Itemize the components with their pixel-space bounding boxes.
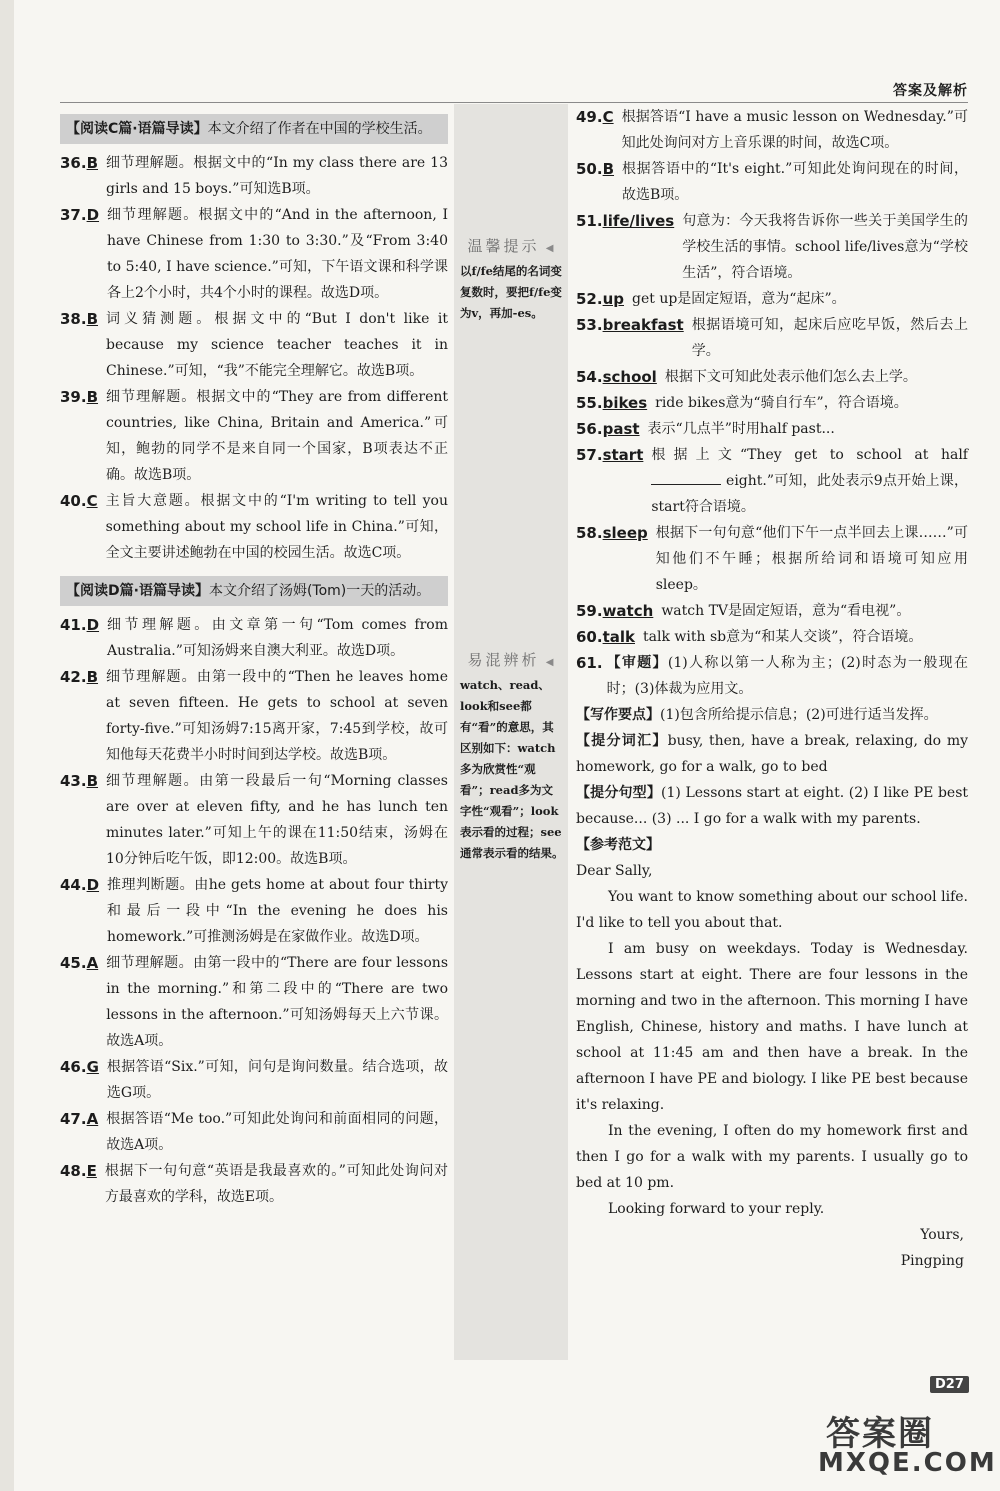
letter-paragraph-1: You want to know something about our school life. I'd like to tell you about that. [576,889,968,931]
question-number: 42. [60,668,87,686]
answer-item [60,1054,448,1106]
vocab-text: busy, then, have a break, relaxing, do my homework, go for a walk, go to bed [576,733,968,775]
guide-d-text: 本文介绍了汤姆(Tom)一天的活动。 [208,583,431,599]
answer-item [576,156,968,208]
answer-explanation: 根据答语“Six.”可知，问句是询问数量。结合选项，故选G项。 [106,1059,448,1101]
answer-explanation: 根据答语中的“It's eight.”可知此处询问现在的时间，故选B项。 [622,161,968,203]
tip-confusable-head: 易混辨析 ◀ [460,650,564,673]
question-number: 38. [60,310,87,328]
watermark-url: MXQE.COM [818,1448,997,1478]
answer-key: B [86,154,99,172]
letter-closing: Yours, [920,1227,964,1243]
answer-key: D [86,616,100,634]
model-letter [576,858,968,1274]
answer-explanation: 根据下文可知此处表示他们怎么去上学。 [664,369,917,385]
answer-explanation: 主旨大意题。根据文中的“I'm writing to tell you something about my school life in China.”可知，全文主要讲述鲍勃在中国的校园生活。故选C项。 [105,493,448,561]
answer-key: D [86,206,100,224]
question-number: 45. [60,954,87,972]
letter-signature: Pingping [900,1253,964,1269]
answer-key: E [86,1162,97,1180]
answer-number [60,488,106,566]
answer-explanation: 句意为：今天我将告诉你一些关于美国学生的学校生活的事情。school life/lives意为“学校生活”，符合语境。 [682,213,968,281]
items-d-list [60,612,448,1210]
answer-item [576,390,968,416]
question-number: 36. [60,154,87,172]
answer-key: bikes [602,394,648,412]
answer-item [60,202,448,306]
answer-explanation: 细节理解题。由文章第一句“Tom comes from Australia.”可知汤姆来自澳大利亚。故选D项。 [107,617,448,659]
answer-key: B [86,388,99,406]
answer-key: start [602,446,644,464]
header-rule [60,102,968,103]
answer-number [576,156,622,208]
answer-explanation: 细节理解题。由第一段中的“Then he leaves home at seven fifteen. He gets to school at seven forty-five.”可知汤姆7:15离开家，7:45到学校，故可知他每天花费半小时时间到达学校。故选B项。 [106,669,448,763]
answer-key: C [602,108,614,126]
letter-paragraph-4: Looking forward to your reply. [608,1201,825,1217]
answer-number [60,612,107,664]
vocab-block [576,728,968,780]
answer-explanation: 表示“几点半”时用half past... [647,421,835,437]
xiezuo-text: (1)包含所给提示信息；(2)可进行适当发挥。 [660,707,938,723]
answer-explanation: 根据语境可知，起床后应吃早饭，然后去上学。 [691,317,968,359]
shenti-text: (1)人称以第一人称为主；(2)时态为一般现在时；(3)体裁为应用文。 [606,655,969,697]
question-number: 43. [60,772,87,790]
answer-item [60,150,448,202]
answer-number: 61. [576,654,603,672]
answer-item [60,1158,448,1210]
answer-explanation: 推理判断题。由he gets home at about four thirty和最后一段中“In the evening he does his homework.”可推测汤姆是在家做作业。故选D项。 [107,877,448,945]
answer-explanation: 根据下一句句意“英语是我最喜欢的。”可知此处询问对方最喜欢的学科，故选E项。 [104,1163,448,1205]
answer-number [576,624,643,650]
answer-item [60,306,448,384]
answer-number [576,364,665,390]
answer-explanation: 根据答语“Me too.”可知此处询问和前面相同的问题，故选A项。 [106,1111,448,1153]
tip-plural-text: 以f/fe结尾的名词变复数时，要把f/fe变为v，再加-es。 [460,264,562,320]
explanation-part-a: 根据上文“They get to school at half [651,447,968,463]
answer-item [60,384,448,488]
answer-key: school [602,368,657,386]
tip-confusable [460,650,564,864]
answer-key: B [602,160,615,178]
tip-plural [460,236,564,324]
answer-item [576,416,968,442]
answer-number [60,384,106,488]
question-number: 44. [60,876,87,894]
answer-explanation [651,442,968,520]
sentence-text: (1) Lessons start at eight. (2) I like PE best because... (3) ... I go for a walk with my parents. [576,785,969,827]
question-number: 49. [576,108,603,126]
answer-explanation: talk with sb意为“和某人交谈”，符合语境。 [643,629,923,645]
guide-c-label: 【阅读C篇·语篇导读】 [66,121,208,137]
answer-item [60,612,448,664]
answer-key: A [86,954,99,972]
right-column [576,104,968,1274]
answer-explanation: 细节理解题。根据文中的“They are from different countries, like China, Britain and America.”可知，鲍勃的同学不是来自同一个国家，B项表达不正确。故选B项。 [106,389,448,483]
answer-number [60,202,107,306]
answer-explanation: 细节理解题。由第一段最后一句“Morning classes are over at eleven fifty, and he has lunch ten minutes later.”可知上午的课在11:50结束，汤姆在10分钟后吃午饭，即12:00。故选B项。 [106,773,448,867]
guide-d [60,576,448,606]
question-number: 54. [576,368,603,386]
answer-item [576,598,968,624]
answer-key: G [86,1058,99,1076]
question-number: 46. [60,1058,87,1076]
tip-confusable-text: watch、read、look和see都有“看”的意思，其区别如下：watch多为欣赏性“观看”；read多为文字性“观看”；look表示看的过程；see通常表示看的结果。 [460,678,564,860]
answer-item [576,364,968,390]
answer-number [576,286,632,312]
left-column [60,110,448,1210]
answer-key: life/lives [602,212,675,230]
answer-key: past [602,420,640,438]
question-number: 37. [60,206,87,224]
answer-explanation: 根据答语“I have a music lesson on Wednesday.”可知此处询问对方上音乐课的时间，故选C项。 [621,109,968,151]
answer-explanation: watch TV是固定短语，意为“看电视”。 [661,603,911,619]
question-number: 57. [576,446,603,464]
answer-number [576,104,622,156]
answer-item [576,286,968,312]
letter-paragraph-2: I am busy on weekdays. Today is Wednesday. Lessons start at eight. There are four lessons in the morning and two in the afternoon. This morning I have English, Chinese, history and maths. I have lunch at school at 11:45 am and then have a break. In the afternoon I have PE and biology. I like PE best because it's relaxing. [576,941,968,1113]
shenti-label: 【审题】 [606,655,668,671]
answer-explanation: 细节理解题。根据文中的“In my class there are 13 girls and 15 boys.”可知选B项。 [106,155,448,197]
answer-explanation: ride bikes意为“骑自行车”，符合语境。 [655,395,908,411]
answer-number [576,208,682,286]
xiezuo-block [576,702,968,728]
guide-c-text: 本文介绍了作者在中国的学校生活。 [207,121,432,137]
answer-item-61 [576,650,968,702]
answer-item [576,624,968,650]
answer-key: sleep [602,524,648,542]
answer-number [576,390,655,416]
answer-number [576,598,661,624]
answer-61-body [607,650,968,702]
explanation-part-b: eight.”可知，此处表示9点开始上课，start符合语境。 [651,473,968,515]
answer-key: up [602,290,624,308]
answer-key: watch [602,602,654,620]
answer-number [576,520,656,598]
letter-paragraph-3: In the evening, I often do my homework first and then I go for a walk with my parents. I usually go to bed at 10 pm. [576,1123,968,1191]
answer-item [60,664,448,768]
question-number: 51. [576,212,603,230]
question-number: 39. [60,388,87,406]
answer-number [576,416,648,442]
question-number: 40. [60,492,87,510]
watermark-logo: 答案圈 [826,1414,934,1454]
margin-column [454,104,568,1360]
guide-c [60,114,448,144]
answer-item [60,488,448,566]
answer-explanation: get up是固定短语，意为“起床”。 [632,291,846,307]
answer-explanation: 细节理解题。由第一段中的“There are four lessons in the morning.”和第二段中的“There are two lessons in the afternoon.”可知汤姆每天上六节课。故选A项。 [106,955,448,1049]
answer-key: breakfast [602,316,684,334]
answer-item [60,1106,448,1158]
page-edge [0,0,14,1491]
answer-key: D [86,876,100,894]
question-number: 59. [576,602,603,620]
question-number: 58. [576,524,603,542]
question-number: 55. [576,394,603,412]
question-number: 53. [576,316,603,334]
header-title: 答案及解析 [893,83,968,99]
items-right-list [576,104,968,650]
vocab-label: 【提分词汇】 [576,733,668,749]
question-number: 60. [576,628,603,646]
answer-item [60,950,448,1054]
sentence-label: 【提分句型】 [576,785,661,801]
answer-item [576,442,968,520]
answer-key: talk [602,628,635,646]
model-essay-label: 【参考范文】 [576,837,660,853]
answer-item [576,312,968,364]
answer-item [576,208,968,286]
answer-number [60,306,106,384]
question-number: 56. [576,420,603,438]
answer-number [60,1054,107,1106]
answer-number [60,1158,105,1210]
answer-item [60,768,448,872]
answer-key: C [86,492,98,510]
answer-key: B [86,668,99,686]
answer-item [60,872,448,950]
answer-key: B [86,310,99,328]
question-number: 50. [576,160,603,178]
answer-number [60,872,107,950]
page-number: D27 [930,1376,969,1393]
answer-key: B [86,772,99,790]
answer-key: A [86,1110,99,1128]
question-number: 52. [576,290,603,308]
answer-item [576,104,968,156]
answer-number [60,1106,106,1158]
question-number: 47. [60,1110,87,1128]
answer-number [576,312,692,364]
answer-number [60,950,106,1054]
question-number: 48. [60,1162,87,1180]
answer-item [576,520,968,598]
tip-plural-head: 温馨提示 ◀ [460,236,564,259]
letter-greeting: Dear Sally, [576,863,653,879]
answer-number [60,664,106,768]
items-c-list [60,150,448,566]
xiezuo-label: 【写作要点】 [576,707,660,723]
fill-blank-line [651,470,721,485]
answer-explanation: 根据下一句句意“他们下午一点半回去上课……”可知他们不午睡；根据所给词和语境可知应用sleep。 [655,525,968,593]
question-number: 41. [60,616,87,634]
answer-number [576,442,651,520]
answer-number [60,768,106,872]
sentence-block [576,780,968,832]
guide-d-label: 【阅读D篇·语篇导读】 [66,583,209,599]
answer-explanation: 细节理解题。根据文中的“And in the afternoon, I have Chinese from 1:30 to 3:30.”及“From 3:40 to 5:40, I have science.”可知，下午语文课和科学课各上2个小时，共4个小时的课程。故选D项。 [107,207,448,301]
answer-explanation: 词义猜测题。根据文中的“But I don't like it because my science teacher teaches it in Chinese.”可知，“我”不能完全理解它。故选B项。 [106,311,448,379]
answer-number [60,150,106,202]
